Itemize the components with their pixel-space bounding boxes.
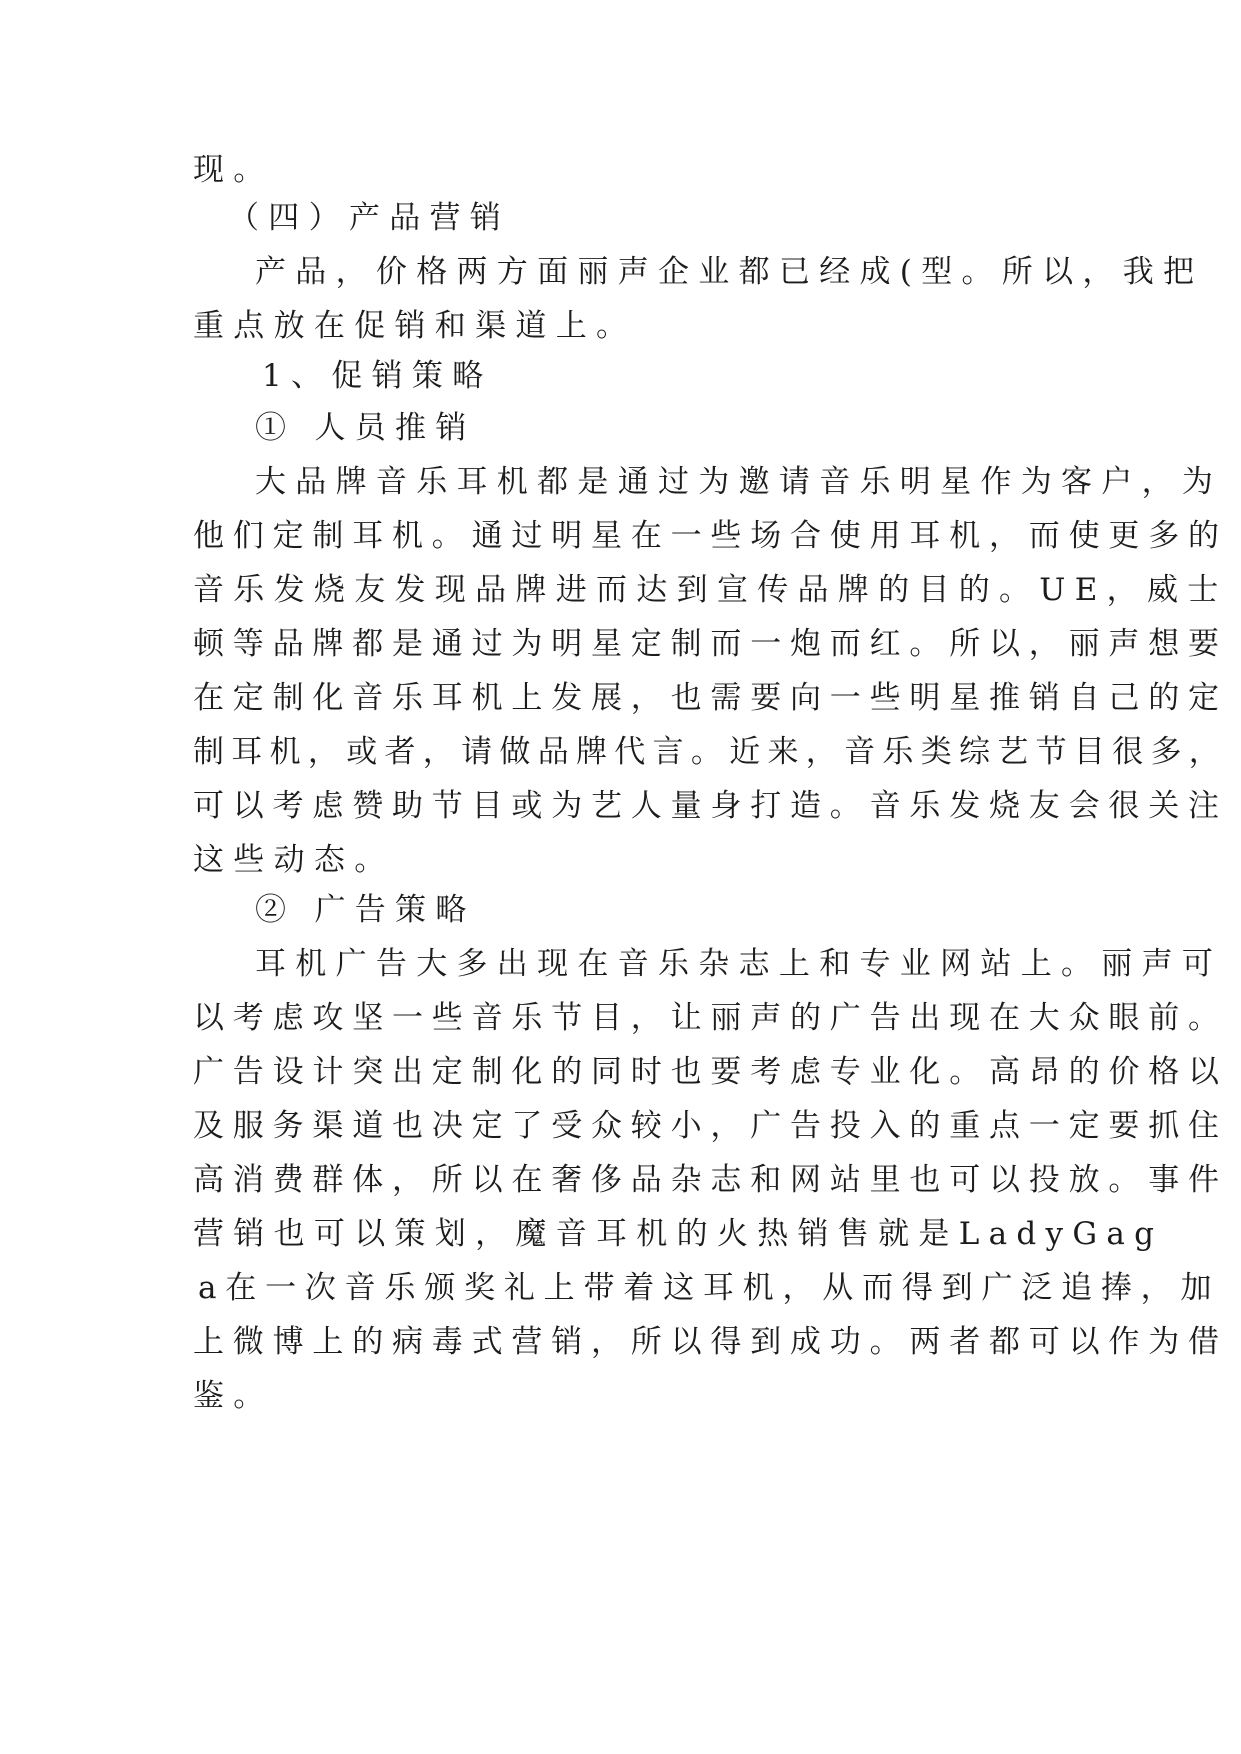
paragraph-line: 顿等品牌都是通过为明星定制而一炮而红。所以，丽声想要 <box>193 626 1228 662</box>
paragraph-line: 大品牌音乐耳机都是通过为邀请音乐明星作为客户，为 <box>255 464 1223 500</box>
text-line: 现。 <box>193 152 274 188</box>
paragraph-line: a在一次音乐颁奖礼上带着这耳机，从而得到广泛追捧，加 <box>198 1270 1221 1306</box>
paragraph-line: 在定制化音乐耳机上发展，也需要向一些明星推销自己的定 <box>193 680 1228 716</box>
subsection-heading: 1、促销策略 <box>262 358 493 394</box>
paragraph-line: 这些动态。 <box>193 842 395 878</box>
paragraph-line: 营销也可以策划，魔音耳机的火热销售就是LadyGag <box>193 1216 1164 1252</box>
paragraph-line: 音乐发烧友发现品牌进而达到宣传品牌的目的。UE，威士 <box>193 572 1228 608</box>
paragraph-line: 他们定制耳机。通过明星在一些场合使用耳机，而使更多的 <box>193 518 1228 554</box>
paragraph-line: 制耳机，或者，请做品牌代言。近来，音乐类综艺节目很多， <box>193 734 1228 770</box>
paragraph-line: 上微博上的病毒式营销，所以得到成功。两者都可以作为借 <box>193 1324 1228 1360</box>
paragraph-line: 广告设计突出定制化的同时也要考虑专业化。高昂的价格以 <box>193 1054 1228 1090</box>
section-heading: （四）产品营销 <box>228 200 511 236</box>
paragraph-line: 产品，价格两方面丽声企业都已经成(型。所以，我把 <box>255 254 1204 290</box>
paragraph-line: 高消费群体，所以在奢侈品杂志和网站里也可以投放。事件 <box>193 1162 1228 1198</box>
paragraph-line: 及服务渠道也决定了受众较小，广告投入的重点一定要抓住 <box>193 1108 1228 1144</box>
paragraph-line: 以考虑攻坚一些音乐节目，让丽声的广告出现在大众眼前。 <box>193 1000 1228 1036</box>
paragraph-line: 可以考虑赞助节目或为艺人量身打造。音乐发烧友会很关注 <box>193 788 1228 824</box>
paragraph-line: 鉴。 <box>193 1378 274 1414</box>
paragraph-line: 重点放在促销和渠道上。 <box>193 308 637 344</box>
item-heading: ① 人员推销 <box>255 410 476 446</box>
paragraph-line: 耳机广告大多出现在音乐杂志上和专业网站上。丽声可 <box>255 946 1223 982</box>
item-heading: ② 广告策略 <box>255 892 476 928</box>
